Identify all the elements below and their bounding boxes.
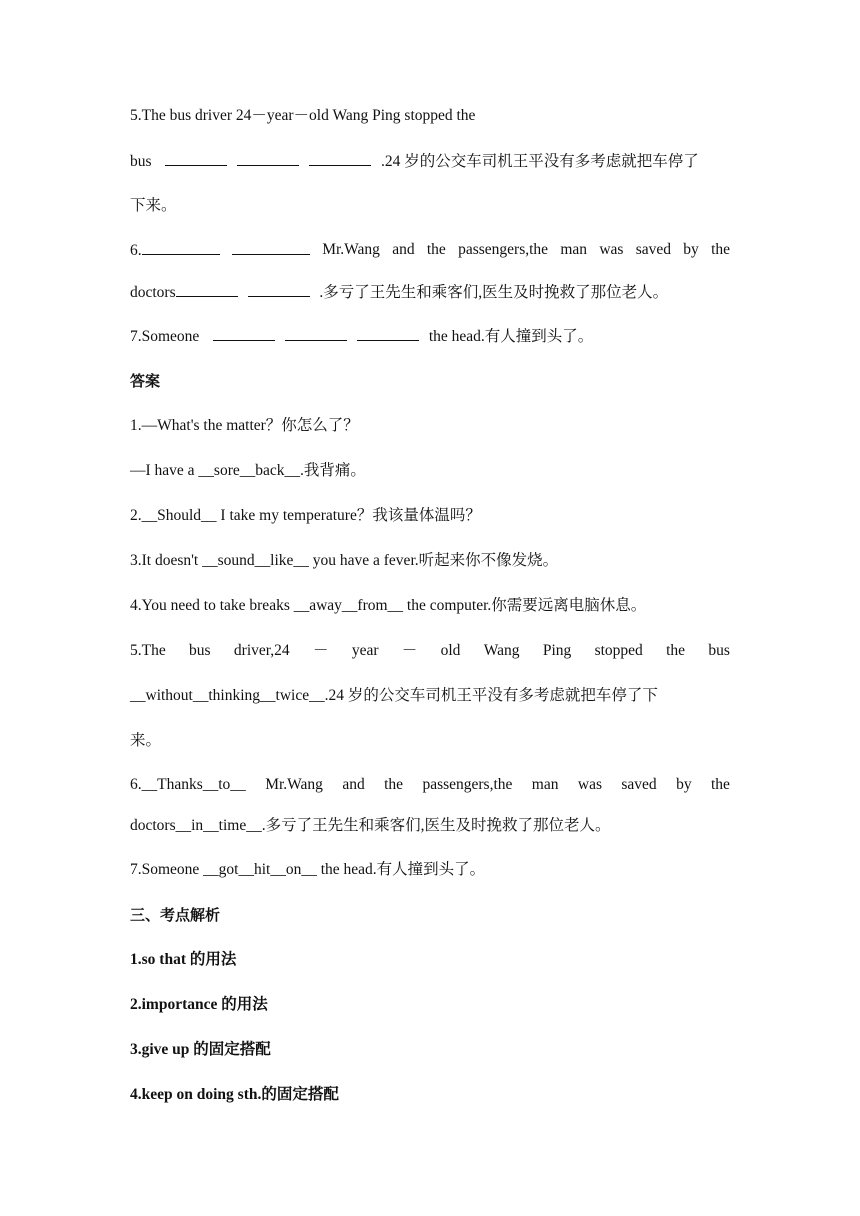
word: － <box>312 642 329 659</box>
word: 5.The <box>130 642 166 659</box>
exercise-6-line-2-suffix: .多亏了王先生和乘客们,医生及时挽救了那位老人。 <box>319 284 669 301</box>
answer-1-line-2: —I have a __sore__back__.我背痛。 <box>130 462 366 479</box>
answer-7: 7.Someone __got__hit__on__ the head.有人撞到头了。 <box>130 861 486 878</box>
word: the <box>710 776 730 793</box>
word: by <box>683 241 699 258</box>
word: Wang <box>483 642 520 659</box>
answer-1-line-1: 1.—What's the matter？你怎么了？ <box>130 417 359 434</box>
exercise-6-line-2 <box>130 282 730 303</box>
word: － <box>401 642 418 659</box>
word: the <box>711 241 730 258</box>
word: year <box>351 642 379 659</box>
word: bus <box>708 642 730 659</box>
answer-6-line-2: doctors__in__time__.多亏了王先生和乘客们,医生及时挽救了那位老人。 <box>130 817 611 834</box>
answer-2: 2.__Should__ I take my temperature？我该量体温吗？ <box>130 507 481 524</box>
word: was <box>577 776 602 793</box>
exercise-5-line-2 <box>130 151 730 172</box>
answer-5-line-2: __without__thinking__twice__.24 岁的公交车司机王平没有多考虑就把车停了下 <box>130 687 658 704</box>
word: was <box>599 241 624 258</box>
answer-5-line-1 <box>130 641 730 661</box>
word: the <box>666 642 686 659</box>
word: Mr.Wang <box>265 776 323 793</box>
answer-blank[interactable] <box>176 282 238 297</box>
analysis-item: 2.importance 的用法 <box>130 996 268 1013</box>
word: the <box>384 776 404 793</box>
answer-4: 4.You need to take breaks __away__from__ the computer.你需要远离电脑休息。 <box>130 597 647 614</box>
word: saved <box>621 776 657 793</box>
word: bus <box>189 642 211 659</box>
word: Mr.Wang <box>322 241 380 258</box>
word: passengers,the <box>422 776 513 793</box>
exercise-7-prefix: 7.Someone <box>130 328 200 345</box>
exercise-7-line <box>130 326 730 347</box>
answer-blank[interactable] <box>248 282 310 297</box>
word: old <box>440 642 461 659</box>
answer-3: 3.It doesn't __sound__like__ you have a fever.听起来你不像发烧。 <box>130 552 559 569</box>
word: and <box>342 776 365 793</box>
analysis-item: 4.keep on doing sth.的固定搭配 <box>130 1086 339 1103</box>
exercise-5-line-3: 下来。 <box>130 197 177 214</box>
word: 6.__Thanks__to__ <box>130 776 246 793</box>
word: saved <box>635 241 671 258</box>
analysis-heading: 三、考点解析 <box>130 906 221 924</box>
word: stopped <box>594 642 643 659</box>
exercise-5-prefix: bus <box>130 153 152 170</box>
answer-5-line-3: 来。 <box>130 732 162 749</box>
exercise-6-prefix-group <box>130 240 220 261</box>
exercise-7-suffix: the head.有人撞到头了。 <box>428 328 594 345</box>
answer-blank[interactable] <box>165 151 227 166</box>
answer-blank[interactable] <box>232 240 310 255</box>
analysis-item: 3.give up 的固定搭配 <box>130 1041 271 1058</box>
word: by <box>676 776 692 793</box>
answer-blank[interactable] <box>142 240 220 255</box>
exercise-6-line-2-prefix: doctors <box>130 284 176 301</box>
word: man <box>560 241 588 258</box>
answer-blank[interactable] <box>309 151 371 166</box>
word: the <box>426 241 446 258</box>
answer-blank[interactable] <box>357 326 419 341</box>
answer-blank[interactable] <box>237 151 299 166</box>
word: and <box>392 241 415 258</box>
word: passengers,the <box>458 241 549 258</box>
answer-6-line-1 <box>130 775 730 795</box>
word: Ping <box>542 642 572 659</box>
analysis-item: 1.so that 的用法 <box>130 951 237 968</box>
exercise-5-line-1: 5.The bus driver 24－year－old Wang Ping stopped the <box>130 107 476 124</box>
answers-heading: 答案 <box>130 372 161 390</box>
answer-blank[interactable] <box>285 326 347 341</box>
answer-blank[interactable] <box>213 326 275 341</box>
word: man <box>531 776 559 793</box>
exercise-6-line-1 <box>130 240 730 261</box>
exercise-5-suffix: .24 岁的公交车司机王平没有多考虑就把车停了 <box>381 153 699 170</box>
word: driver,24 <box>233 642 290 659</box>
exercise-6-prefix: 6. <box>130 242 142 259</box>
